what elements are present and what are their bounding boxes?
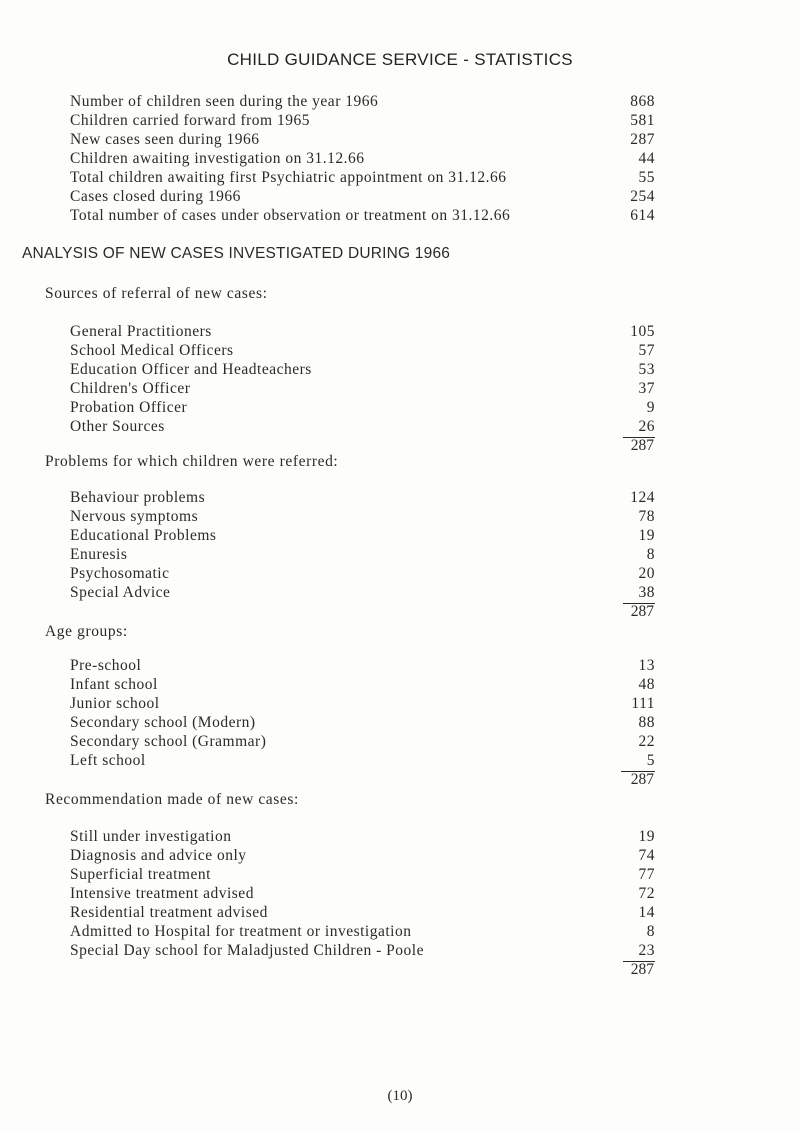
item-value: 124 [630,489,655,506]
summary-label: Children awaiting investigation on 31.12.66 [70,150,365,167]
list-item [70,656,655,676]
item-label: Other Sources [70,418,165,435]
item-value: 78 [638,508,655,525]
summary-label: Number of children seen during the year 1966 [70,93,379,110]
item-value: 26 [623,417,656,438]
item-label: Behaviour problems [70,489,206,506]
list-item [70,564,655,584]
list-item [70,846,655,866]
list-item [70,488,655,508]
item-label: School Medical Officers [70,342,234,359]
item-value: 8 [646,923,655,940]
list-item [70,694,655,714]
list-item [70,941,655,961]
analysis-heading: ANALYSIS OF NEW CASES INVESTIGATED DURING 1966 [22,245,451,262]
item-label: Intensive treatment advised [70,885,254,902]
list-item [70,398,655,418]
item-value: 37 [638,380,655,397]
list-item [70,675,655,695]
item-value: 14 [638,904,655,921]
page-title: CHILD GUIDANCE SERVICE - STATISTICS [227,50,573,69]
summary-label: Total children awaiting first Psychiatric appointment on 31.12.66 [70,169,507,186]
item-value: 77 [638,866,655,883]
item-value: 8 [646,546,655,563]
list-item [70,322,655,342]
item-label: Superficial treatment [70,866,211,883]
summary-label: Children carried forward from 1965 [70,112,310,129]
item-value: 72 [638,885,655,902]
list-item [70,341,655,361]
item-label: Still under investigation [70,828,232,845]
summary-value: 614 [630,207,655,224]
item-label: Children's Officer [70,380,191,397]
section-heading: Sources of referral of new cases: [45,285,268,302]
summary-value: 581 [630,112,655,129]
item-value: 88 [638,714,655,731]
summary-value: 254 [630,188,655,205]
section-total: 287 [630,603,654,620]
summary-row [70,168,655,188]
item-value: 57 [638,342,655,359]
item-value: 13 [638,657,655,674]
summary-value: 55 [638,169,655,186]
item-label: Special Day school for Maladjusted Children - Poole [70,942,424,959]
item-label: Left school [70,752,146,769]
summary-value: 287 [630,131,655,148]
item-value: 19 [638,527,655,544]
list-item [70,507,655,527]
summary-label: Total number of cases under observation or treatment on 31.12.66 [70,207,511,224]
item-label: Admitted to Hospital for treatment or investigation [70,923,412,940]
list-item [70,751,655,771]
item-label: Diagnosis and advice only [70,847,247,864]
item-value: 74 [638,847,655,864]
item-value: 53 [638,361,655,378]
summary-label: Cases closed during 1966 [70,188,241,205]
item-value: 5 [621,751,655,772]
summary-row [70,111,655,131]
page-number: (10) [387,1088,413,1104]
item-label: Enuresis [70,546,128,563]
item-label: Probation Officer [70,399,188,416]
list-item [70,922,655,942]
summary-row [70,206,655,226]
item-label: Residential treatment advised [70,904,268,921]
item-label: Psychosomatic [70,565,170,582]
item-label: Nervous symptoms [70,508,199,525]
item-value: 23 [623,941,656,962]
list-item [70,360,655,380]
section-total: 287 [630,961,654,978]
item-value: 19 [638,828,655,845]
item-value: 48 [638,676,655,693]
list-item [70,545,655,565]
section-total: 287 [630,771,654,788]
list-item [70,379,655,399]
summary-value: 868 [630,93,655,110]
section-heading: Problems for which children were referred: [45,453,339,470]
item-value: 38 [623,583,656,604]
summary-row [70,130,655,150]
list-item [70,526,655,546]
item-value: 22 [638,733,655,750]
item-label: Pre-school [70,657,142,674]
list-item [70,732,655,752]
item-label: General Practitioners [70,323,212,340]
list-item [70,827,655,847]
section-heading: Age groups: [45,623,128,640]
summary-row [70,149,655,169]
section-total: 287 [630,437,654,454]
list-item [70,713,655,733]
summary-value: 44 [638,150,655,167]
summary-row [70,92,655,112]
list-item [70,583,655,603]
item-label: Education Officer and Headteachers [70,361,312,378]
summary-row [70,187,655,207]
item-value: 111 [631,695,655,712]
item-label: Special Advice [70,584,171,601]
summary-label: New cases seen during 1966 [70,131,260,148]
item-label: Junior school [70,695,160,712]
item-label: Secondary school (Modern) [70,714,256,731]
item-value: 20 [638,565,655,582]
section-heading: Recommendation made of new cases: [45,791,299,808]
list-item [70,903,655,923]
item-value: 9 [646,399,655,416]
item-label: Secondary school (Grammar) [70,733,267,750]
list-item [70,417,655,437]
item-label: Infant school [70,676,158,693]
list-item [70,865,655,885]
item-value: 105 [630,323,655,340]
list-item [70,884,655,904]
item-label: Educational Problems [70,527,217,544]
